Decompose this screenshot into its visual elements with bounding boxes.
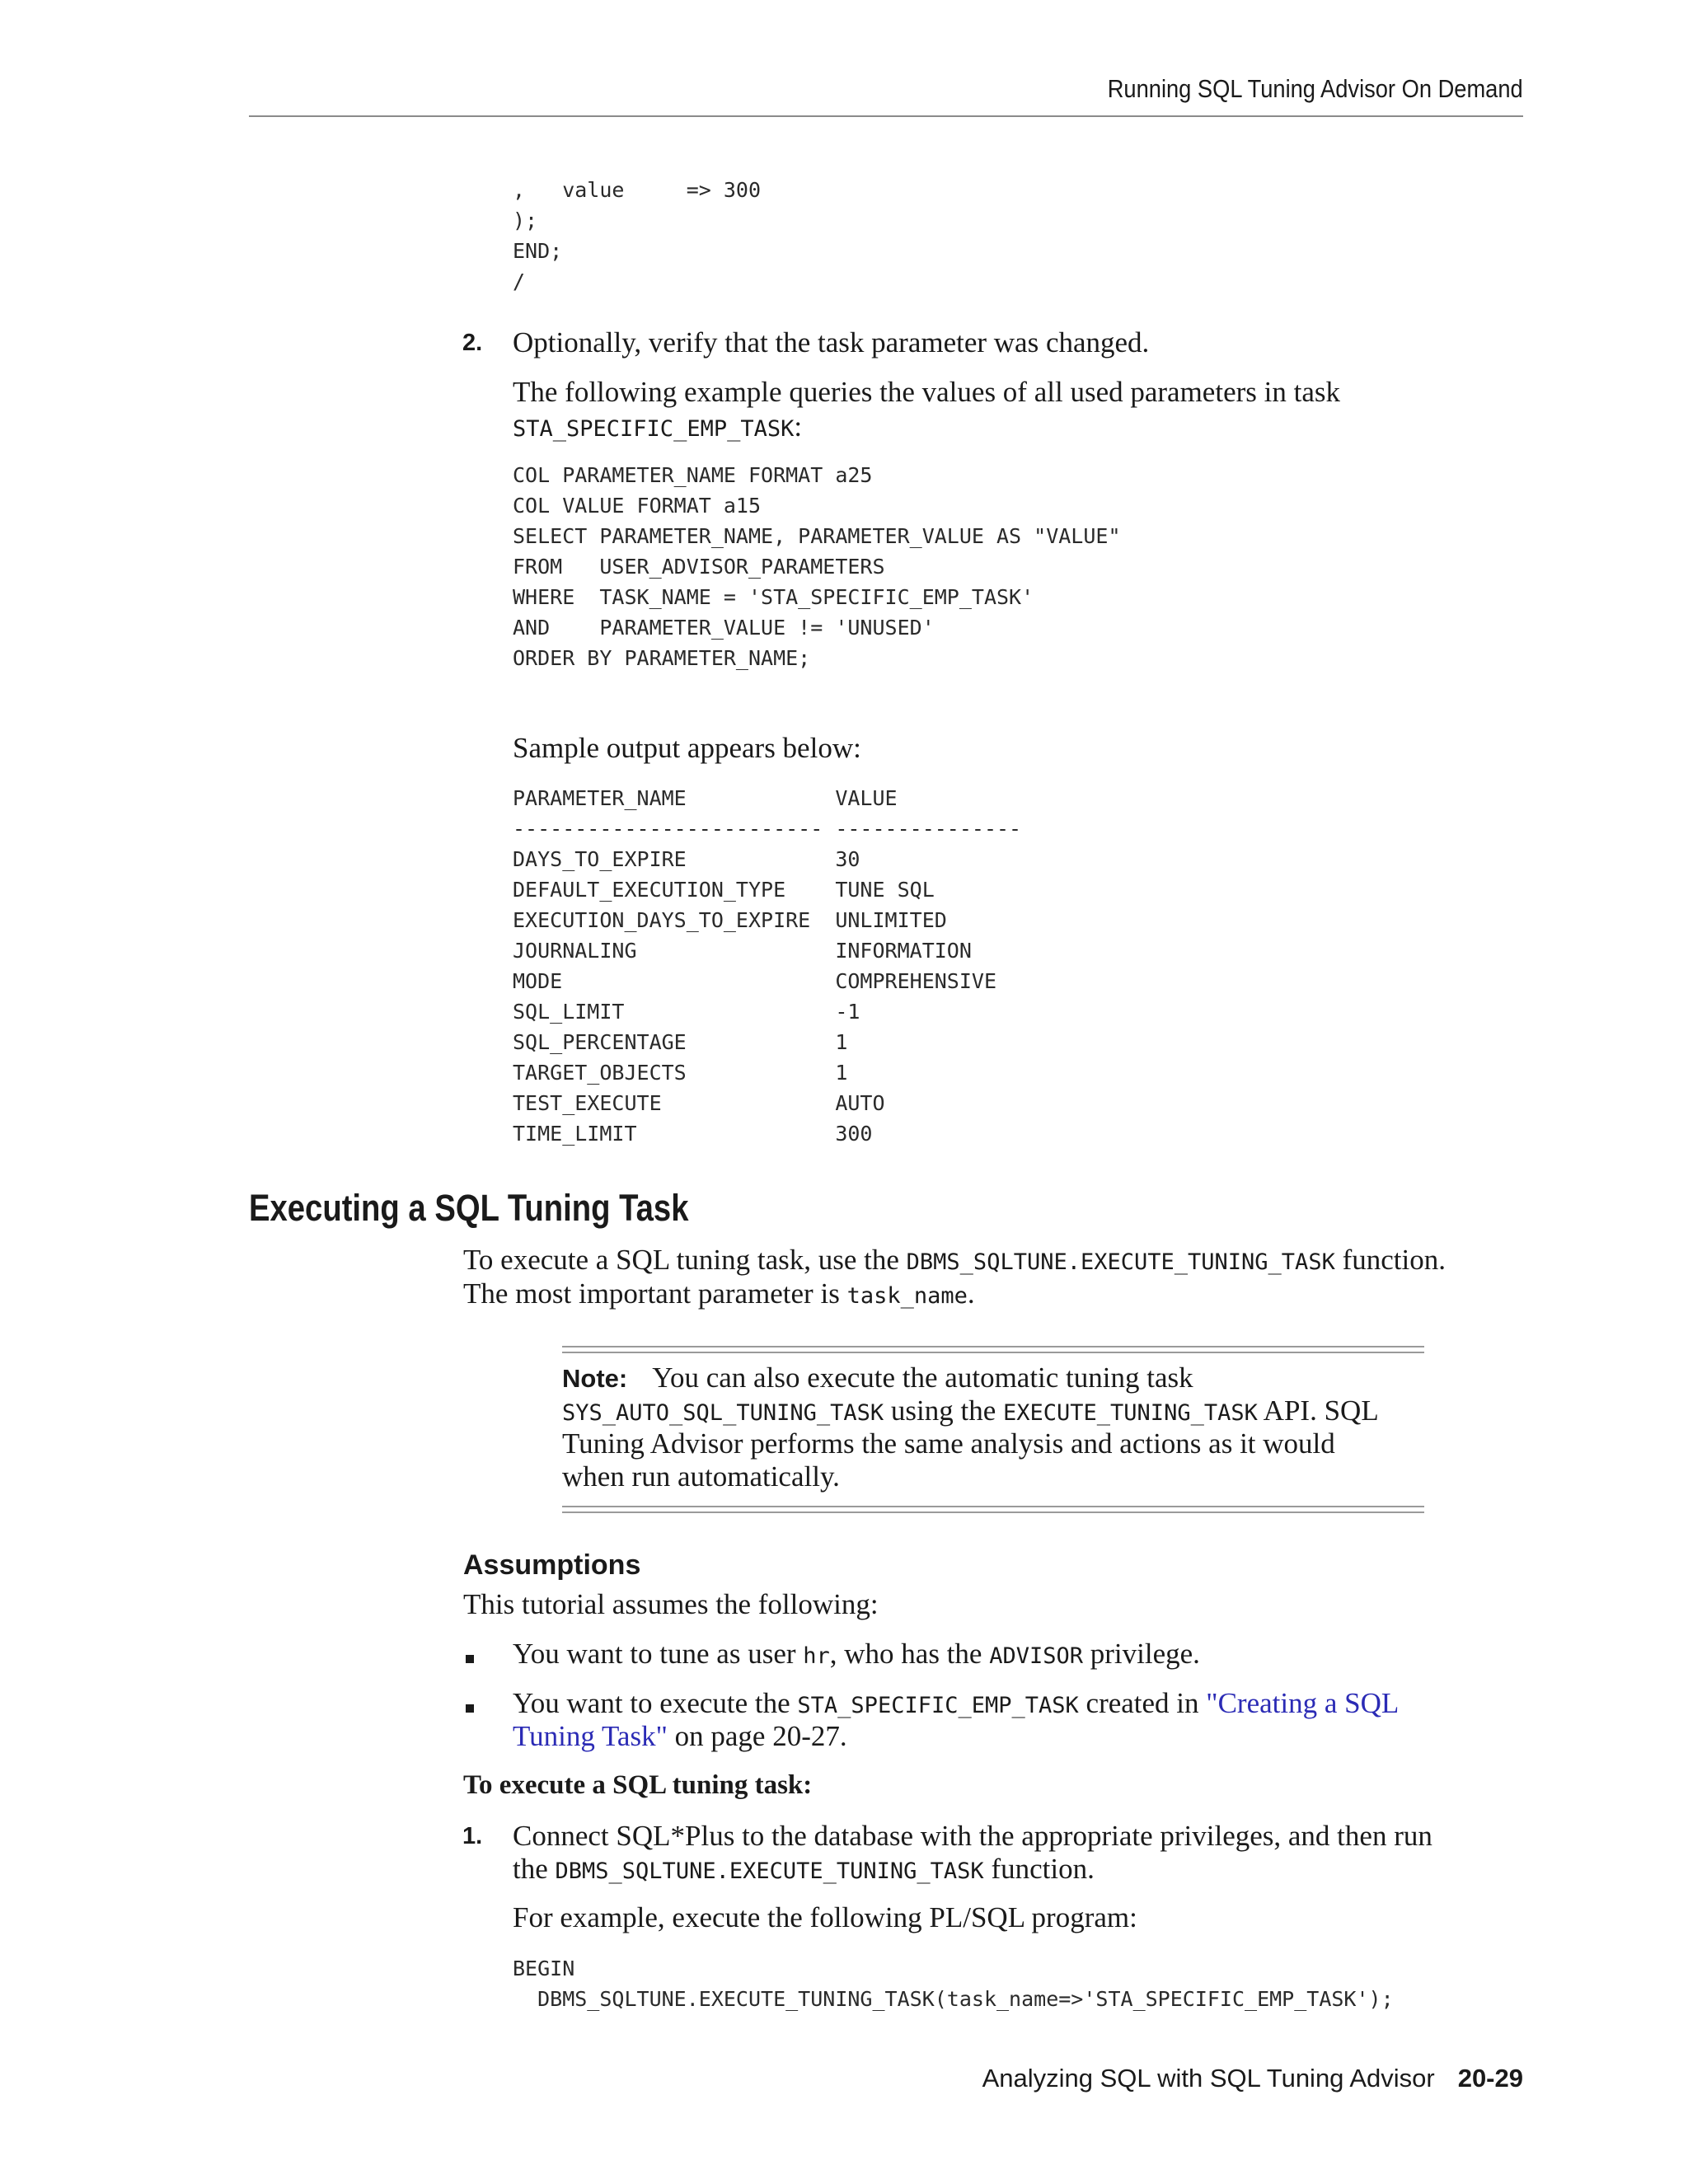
code-line: TIME_LIMIT 300 xyxy=(513,1122,873,1146)
assumption-item-2-line-2: Tuning Task" on page 20-27. xyxy=(513,1720,847,1752)
page-footer xyxy=(982,2064,1523,2093)
step-1-line-2: the DBMS_SQLTUNE.EXECUTE_TUNING_TASK function. xyxy=(513,1853,1095,1885)
code-block-top xyxy=(513,175,761,297)
code-line: DEFAULT_EXECUTION_TYPE TUNE SQL xyxy=(513,878,935,902)
code-block-output xyxy=(513,783,1021,1149)
step-2-example-task: STA_SPECIFIC_EMP_TASK: xyxy=(513,410,803,443)
bullet-icon xyxy=(466,1655,474,1663)
assumption-item-1: You want to tune as user hr, who has the ADVISOR privilege. xyxy=(513,1638,1200,1670)
code-line: SQL_LIMIT -1 xyxy=(513,1000,860,1024)
assumptions-intro: This tutorial assumes the following: xyxy=(463,1588,879,1620)
code-line: JOURNALING INFORMATION xyxy=(513,939,972,963)
step-2-example-text: The following example queries the values of all used parameters in task xyxy=(513,376,1340,408)
note-line-3: Tuning Advisor performs the same analysis and actions as it would xyxy=(562,1427,1335,1460)
section-intro-line-1: To execute a SQL tuning task, use the DBMS_SQLTUNE.EXECUTE_TUNING_TASK function. xyxy=(463,1244,1446,1276)
note-line-2: SYS_AUTO_SQL_TUNING_TASK using the EXECUTE_TUNING_TASK API. SQL xyxy=(562,1394,1379,1427)
page-number: 20-29 xyxy=(1457,2064,1523,2093)
code-line: ); xyxy=(513,209,538,232)
assumption-item-2-line-1: You want to execute the STA_SPECIFIC_EMP_TASK created in "Creating a SQL xyxy=(513,1687,1400,1719)
code-line: ORDER BY PARAMETER_NAME; xyxy=(513,646,811,670)
step-number-2: 2. xyxy=(462,330,483,356)
code-line: PARAMETER_NAME VALUE xyxy=(513,786,898,810)
code-line: COL PARAMETER_NAME FORMAT a25 xyxy=(513,463,873,487)
step-2-text: Optionally, verify that the task parameter was changed. xyxy=(513,326,1150,359)
note-label: Note: xyxy=(562,1364,628,1393)
code-line: , value => 300 xyxy=(513,178,762,202)
inline-code: STA_SPECIFIC_EMP_TASK xyxy=(513,416,795,442)
code-line: EXECUTION_DAYS_TO_EXPIRE UNLIMITED xyxy=(513,908,947,932)
footer-title: Analyzing SQL with SQL Tuning Advisor xyxy=(982,2064,1435,2093)
code-block-execute xyxy=(513,1953,1394,2014)
note-top-rule xyxy=(562,1346,1424,1347)
code-line: DBMS_SQLTUNE.EXECUTE_TUNING_TASK(task_name=>'STA_SPECIFIC_EMP_TASK'); xyxy=(513,1987,1394,2011)
code-line: TARGET_OBJECTS 1 xyxy=(513,1061,848,1085)
inline-code: DBMS_SQLTUNE.EXECUTE_TUNING_TASK xyxy=(906,1249,1335,1275)
sample-output-label: Sample output appears below: xyxy=(513,732,861,764)
code-line: COL VALUE FORMAT a15 xyxy=(513,494,762,518)
bullet-icon xyxy=(466,1704,474,1713)
inline-code: DBMS_SQLTUNE.EXECUTE_TUNING_TASK xyxy=(555,1858,984,1884)
step-1-line-1: Connect SQL*Plus to the database with the appropriate privileges, and then run xyxy=(513,1820,1432,1852)
inline-code: hr xyxy=(803,1643,830,1669)
code-line: SELECT PARAMETER_NAME, PARAMETER_VALUE AS "VALUE" xyxy=(513,524,1121,548)
inline-code: task_name xyxy=(846,1283,968,1309)
code-line: ------------------------- --------------- xyxy=(513,817,1022,841)
creating-sql-tuning-task-link[interactable]: Tuning Task" xyxy=(513,1720,668,1752)
section-intro-line-2: The most important parameter is task_name. xyxy=(463,1277,975,1310)
code-line: END; xyxy=(513,239,563,263)
note-top-rule xyxy=(562,1352,1424,1353)
inline-code: ADVISOR xyxy=(989,1643,1084,1669)
running-header: Running SQL Tuning Advisor On Demand xyxy=(1108,74,1523,103)
section-heading: Executing a SQL Tuning Task xyxy=(249,1187,689,1229)
inline-code: STA_SPECIFIC_EMP_TASK xyxy=(797,1693,1079,1718)
code-line: FROM USER_ADVISOR_PARAMETERS xyxy=(513,555,885,579)
code-line: / xyxy=(513,269,526,293)
code-line: TEST_EXECUTE AUTO xyxy=(513,1091,885,1115)
inline-code: EXECUTE_TUNING_TASK xyxy=(1003,1400,1258,1426)
assumptions-heading: Assumptions xyxy=(463,1549,641,1581)
note-line-4: when run automatically. xyxy=(562,1460,840,1493)
code-line: DAYS_TO_EXPIRE 30 xyxy=(513,847,860,871)
note-bottom-rule xyxy=(562,1506,1424,1507)
header-divider xyxy=(249,115,1523,117)
code-line: SQL_PERCENTAGE 1 xyxy=(513,1030,848,1054)
code-block-query xyxy=(513,460,1121,673)
note-bottom-rule xyxy=(562,1511,1424,1513)
code-line: MODE COMPREHENSIVE xyxy=(513,969,996,993)
step-number-1: 1. xyxy=(462,1823,483,1849)
note-line-1: Note: You can also execute the automatic tuning task xyxy=(562,1361,1193,1394)
inline-code: SYS_AUTO_SQL_TUNING_TASK xyxy=(562,1400,884,1426)
code-line: AND PARAMETER_VALUE != 'UNUSED' xyxy=(513,616,935,640)
code-line: BEGIN xyxy=(513,1957,575,1980)
step-1-example: For example, execute the following PL/SQL program: xyxy=(513,1901,1137,1933)
code-line: WHERE TASK_NAME = 'STA_SPECIFIC_EMP_TASK' xyxy=(513,585,1034,609)
creating-sql-tuning-task-link[interactable]: "Creating a SQL xyxy=(1206,1687,1400,1719)
procedure-heading: To execute a SQL tuning task: xyxy=(463,1770,813,1800)
